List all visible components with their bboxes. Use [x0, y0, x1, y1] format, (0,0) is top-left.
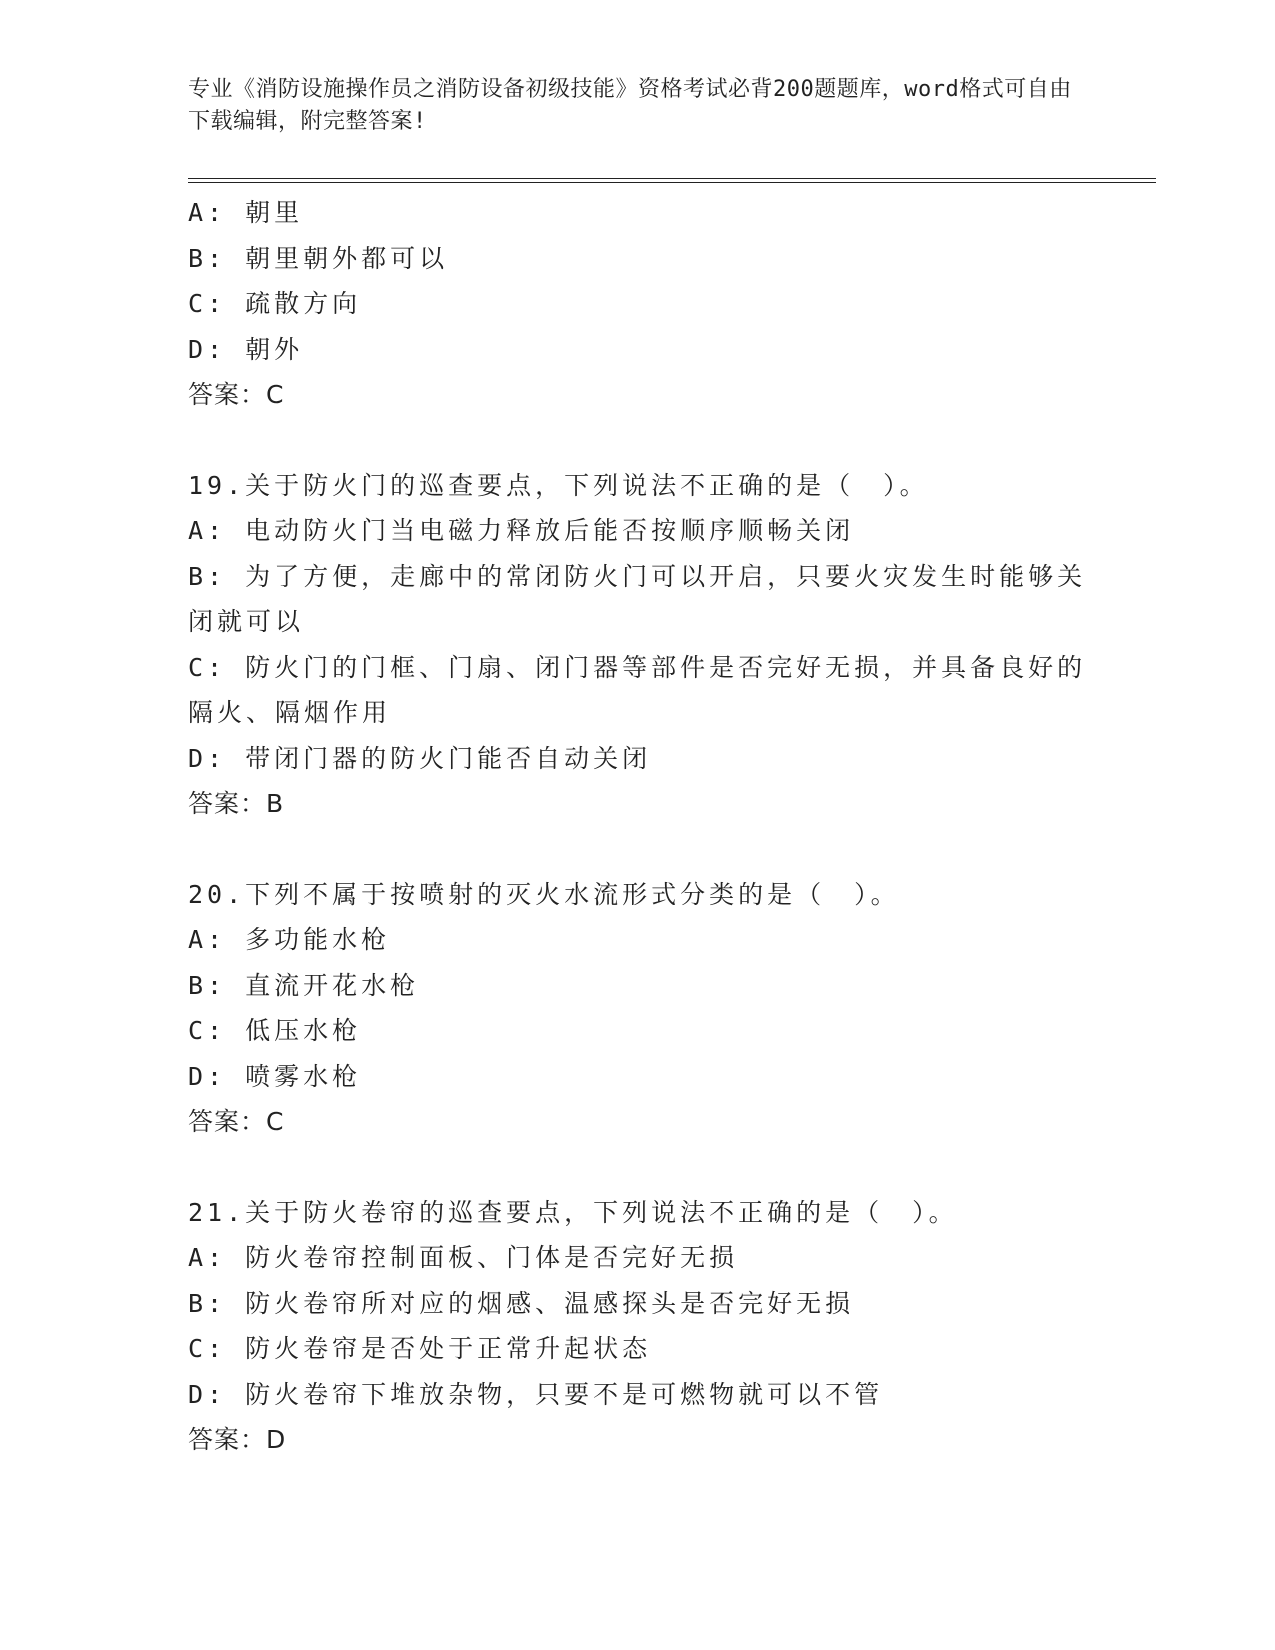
option-text: 防火卷帘控制面板、门体是否完好无损 [245, 1243, 739, 1272]
option-label: D: [188, 334, 227, 364]
option-label: C: [188, 289, 227, 318]
question-title: 20.下列不属于按喷射的灭火水流形式分类的是（ ）。 [188, 879, 900, 909]
option-text: 疏散方向 [245, 289, 362, 318]
question-20 [188, 872, 1088, 1145]
option-label: C: [188, 652, 227, 682]
option-b [188, 963, 1088, 1009]
document-header: 专业《消防设施操作员之消防设备初级技能》资格考试必背200题题库，word格式可自由下载编辑，附完整答案! [188, 77, 1072, 134]
answer-line: 答案：C [188, 1107, 285, 1136]
option-text: 朝外 [245, 334, 304, 364]
header-divider-bottom [188, 182, 1156, 183]
option-text: 防火门的门框、门扇、闭门器等部件是否完好无损，并具备良好的隔火、隔烟作用 [188, 652, 1087, 727]
option-label: A: [188, 925, 227, 954]
option-label: C: [188, 1334, 227, 1363]
option-label: A: [188, 198, 227, 227]
option-d [188, 327, 1088, 373]
option-text: 为了方便，走廊中的常闭防火门可以开启，只要火灾发生时能够关闭就可以 [188, 561, 1087, 636]
header-divider-top [188, 178, 1156, 179]
option-label: B: [188, 970, 227, 1000]
option-c [188, 645, 1088, 736]
option-label: D: [188, 743, 227, 773]
option-a [188, 917, 1088, 963]
option-c [188, 1326, 1088, 1372]
option-text: 防火卷帘所对应的烟感、温感探头是否完好无损 [245, 1288, 855, 1318]
option-a [188, 1235, 1088, 1281]
option-label: D: [188, 1061, 227, 1091]
option-label: B: [188, 1288, 227, 1318]
document-body [188, 190, 1088, 1463]
option-c [188, 281, 1088, 327]
option-text: 朝里 [245, 198, 304, 227]
option-label: B: [188, 243, 227, 273]
option-c [188, 1008, 1088, 1054]
option-b [188, 236, 1088, 282]
option-text: 喷雾水枪 [245, 1061, 362, 1091]
option-a [188, 190, 1088, 236]
spacer [188, 418, 1088, 463]
option-label: A: [188, 1243, 227, 1272]
answer-line: 答案：C [188, 380, 285, 409]
question-21 [188, 1190, 1088, 1463]
option-text: 电动防火门当电磁力释放后能否按顺序顺畅关闭 [245, 516, 855, 545]
prev-question-block [188, 190, 1088, 418]
answer-line: 答案：D [188, 1425, 287, 1454]
option-text: 直流开花水枪 [245, 970, 420, 1000]
option-a [188, 508, 1088, 554]
spacer [188, 1145, 1088, 1190]
option-b [188, 1281, 1088, 1327]
option-d [188, 1372, 1088, 1418]
option-d [188, 736, 1088, 782]
option-text: 防火卷帘下堆放杂物，只要不是可燃物就可以不管 [245, 1379, 884, 1409]
question-title: 19.关于防火门的巡查要点，下列说法不正确的是（ ）。 [188, 470, 929, 500]
option-b [188, 554, 1088, 645]
option-text: 防火卷帘是否处于正常升起状态 [245, 1334, 652, 1363]
option-text: 朝里朝外都可以 [245, 243, 449, 273]
option-text: 带闭门器的防火门能否自动关闭 [245, 743, 652, 773]
spacer [188, 827, 1088, 872]
option-d [188, 1054, 1088, 1100]
option-label: C: [188, 1016, 227, 1045]
question-19 [188, 463, 1088, 827]
question-title: 21.关于防火卷帘的巡查要点，下列说法不正确的是（ ）。 [188, 1197, 958, 1227]
answer-line: 答案：B [188, 789, 285, 818]
option-text: 多功能水枪 [245, 925, 391, 954]
option-label: B: [188, 561, 227, 591]
option-text: 低压水枪 [245, 1016, 362, 1045]
option-label: A: [188, 516, 227, 545]
option-label: D: [188, 1379, 227, 1409]
